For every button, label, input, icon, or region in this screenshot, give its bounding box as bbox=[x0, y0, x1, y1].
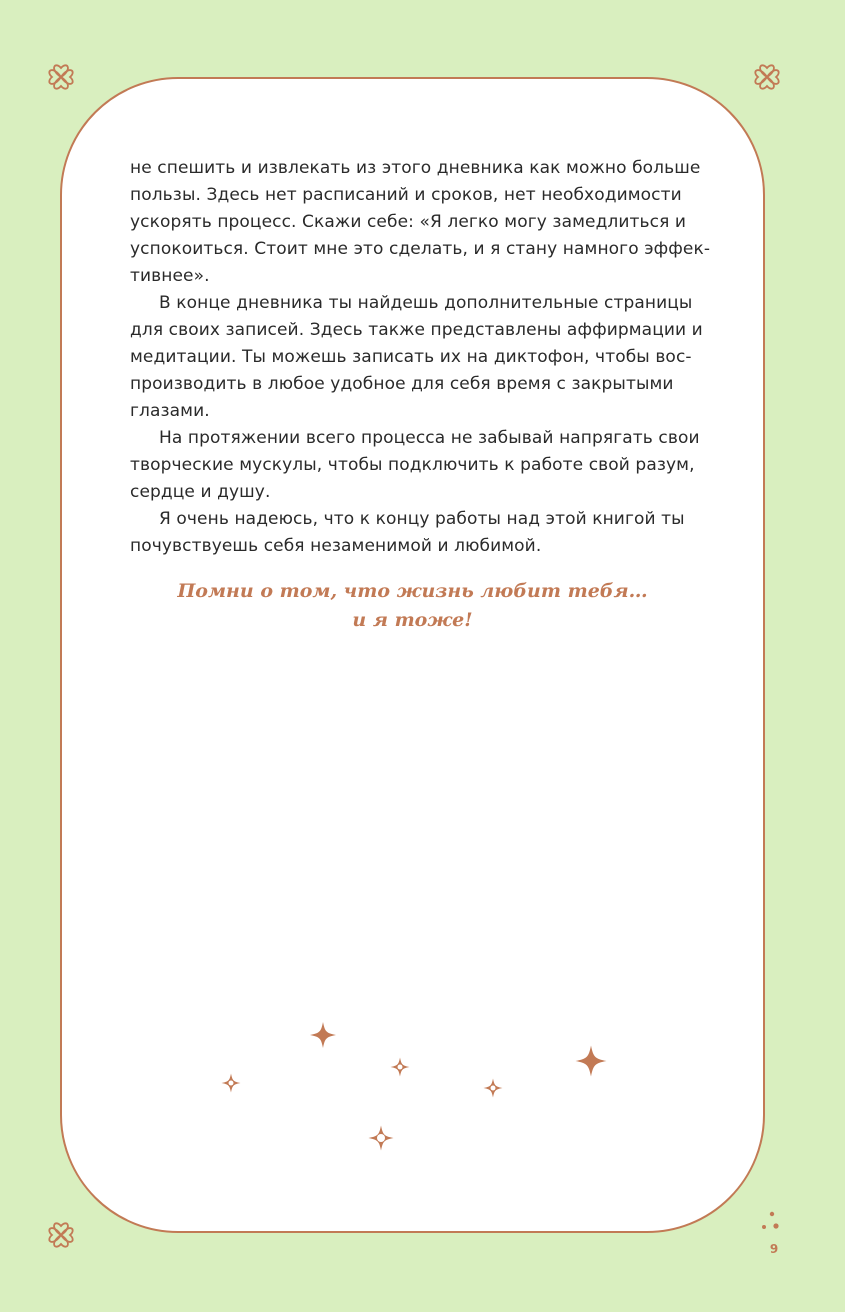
body-line: творческие мускулы, чтобы подключить к работе свой разум, bbox=[130, 455, 695, 475]
sparkle-star-icon bbox=[369, 1126, 394, 1151]
body-line: медитации. Ты можешь записать их на диктофон, чтобы вос- bbox=[130, 347, 692, 367]
sparkle-star-icon bbox=[310, 1022, 336, 1048]
sparkle-star-icon bbox=[484, 1079, 503, 1098]
body-line: не спешить и извлекать из этого дневника как можно больше bbox=[130, 158, 701, 178]
body-line: пользы. Здесь нет расписаний и сроков, нет необходимости bbox=[130, 185, 682, 205]
sparkle-star-icon bbox=[222, 1074, 241, 1093]
body-line: сердце и душу. bbox=[130, 482, 271, 502]
sparkle-star-icon bbox=[391, 1058, 410, 1077]
body-line: успокоиться. Стоит мне это сделать, и я стану намного эффек- bbox=[130, 239, 711, 259]
body-line: ускорять процесс. Скажи себе: «Я легко могу замедлиться и bbox=[130, 212, 687, 232]
body-line: На протяжении всего процесса не забывай напрягать свои bbox=[159, 428, 700, 448]
callout-line-1: Помни о том, что жизнь любит тебя… bbox=[177, 580, 648, 602]
page-number: 9 bbox=[769, 1242, 779, 1256]
body-line: тивнее». bbox=[130, 266, 210, 286]
page-dots-decoration bbox=[752, 1208, 782, 1238]
body-line: В конце дневника ты найдешь дополнительные страницы bbox=[159, 293, 693, 313]
body-line: почувствуешь себя незаменимой и любимой. bbox=[130, 536, 542, 556]
body-line: Я очень надеюсь, что к концу работы над этой книгой ты bbox=[159, 509, 685, 529]
body-line: для своих записей. Здесь также представлены аффирмации и bbox=[130, 320, 703, 340]
callout-line-2: и я тоже! bbox=[352, 609, 473, 631]
sparkle-star-icon bbox=[576, 1046, 607, 1077]
body-line: производить в любое удобное для себя время с закрытыми bbox=[130, 374, 674, 394]
body-line: глазами. bbox=[130, 401, 210, 421]
